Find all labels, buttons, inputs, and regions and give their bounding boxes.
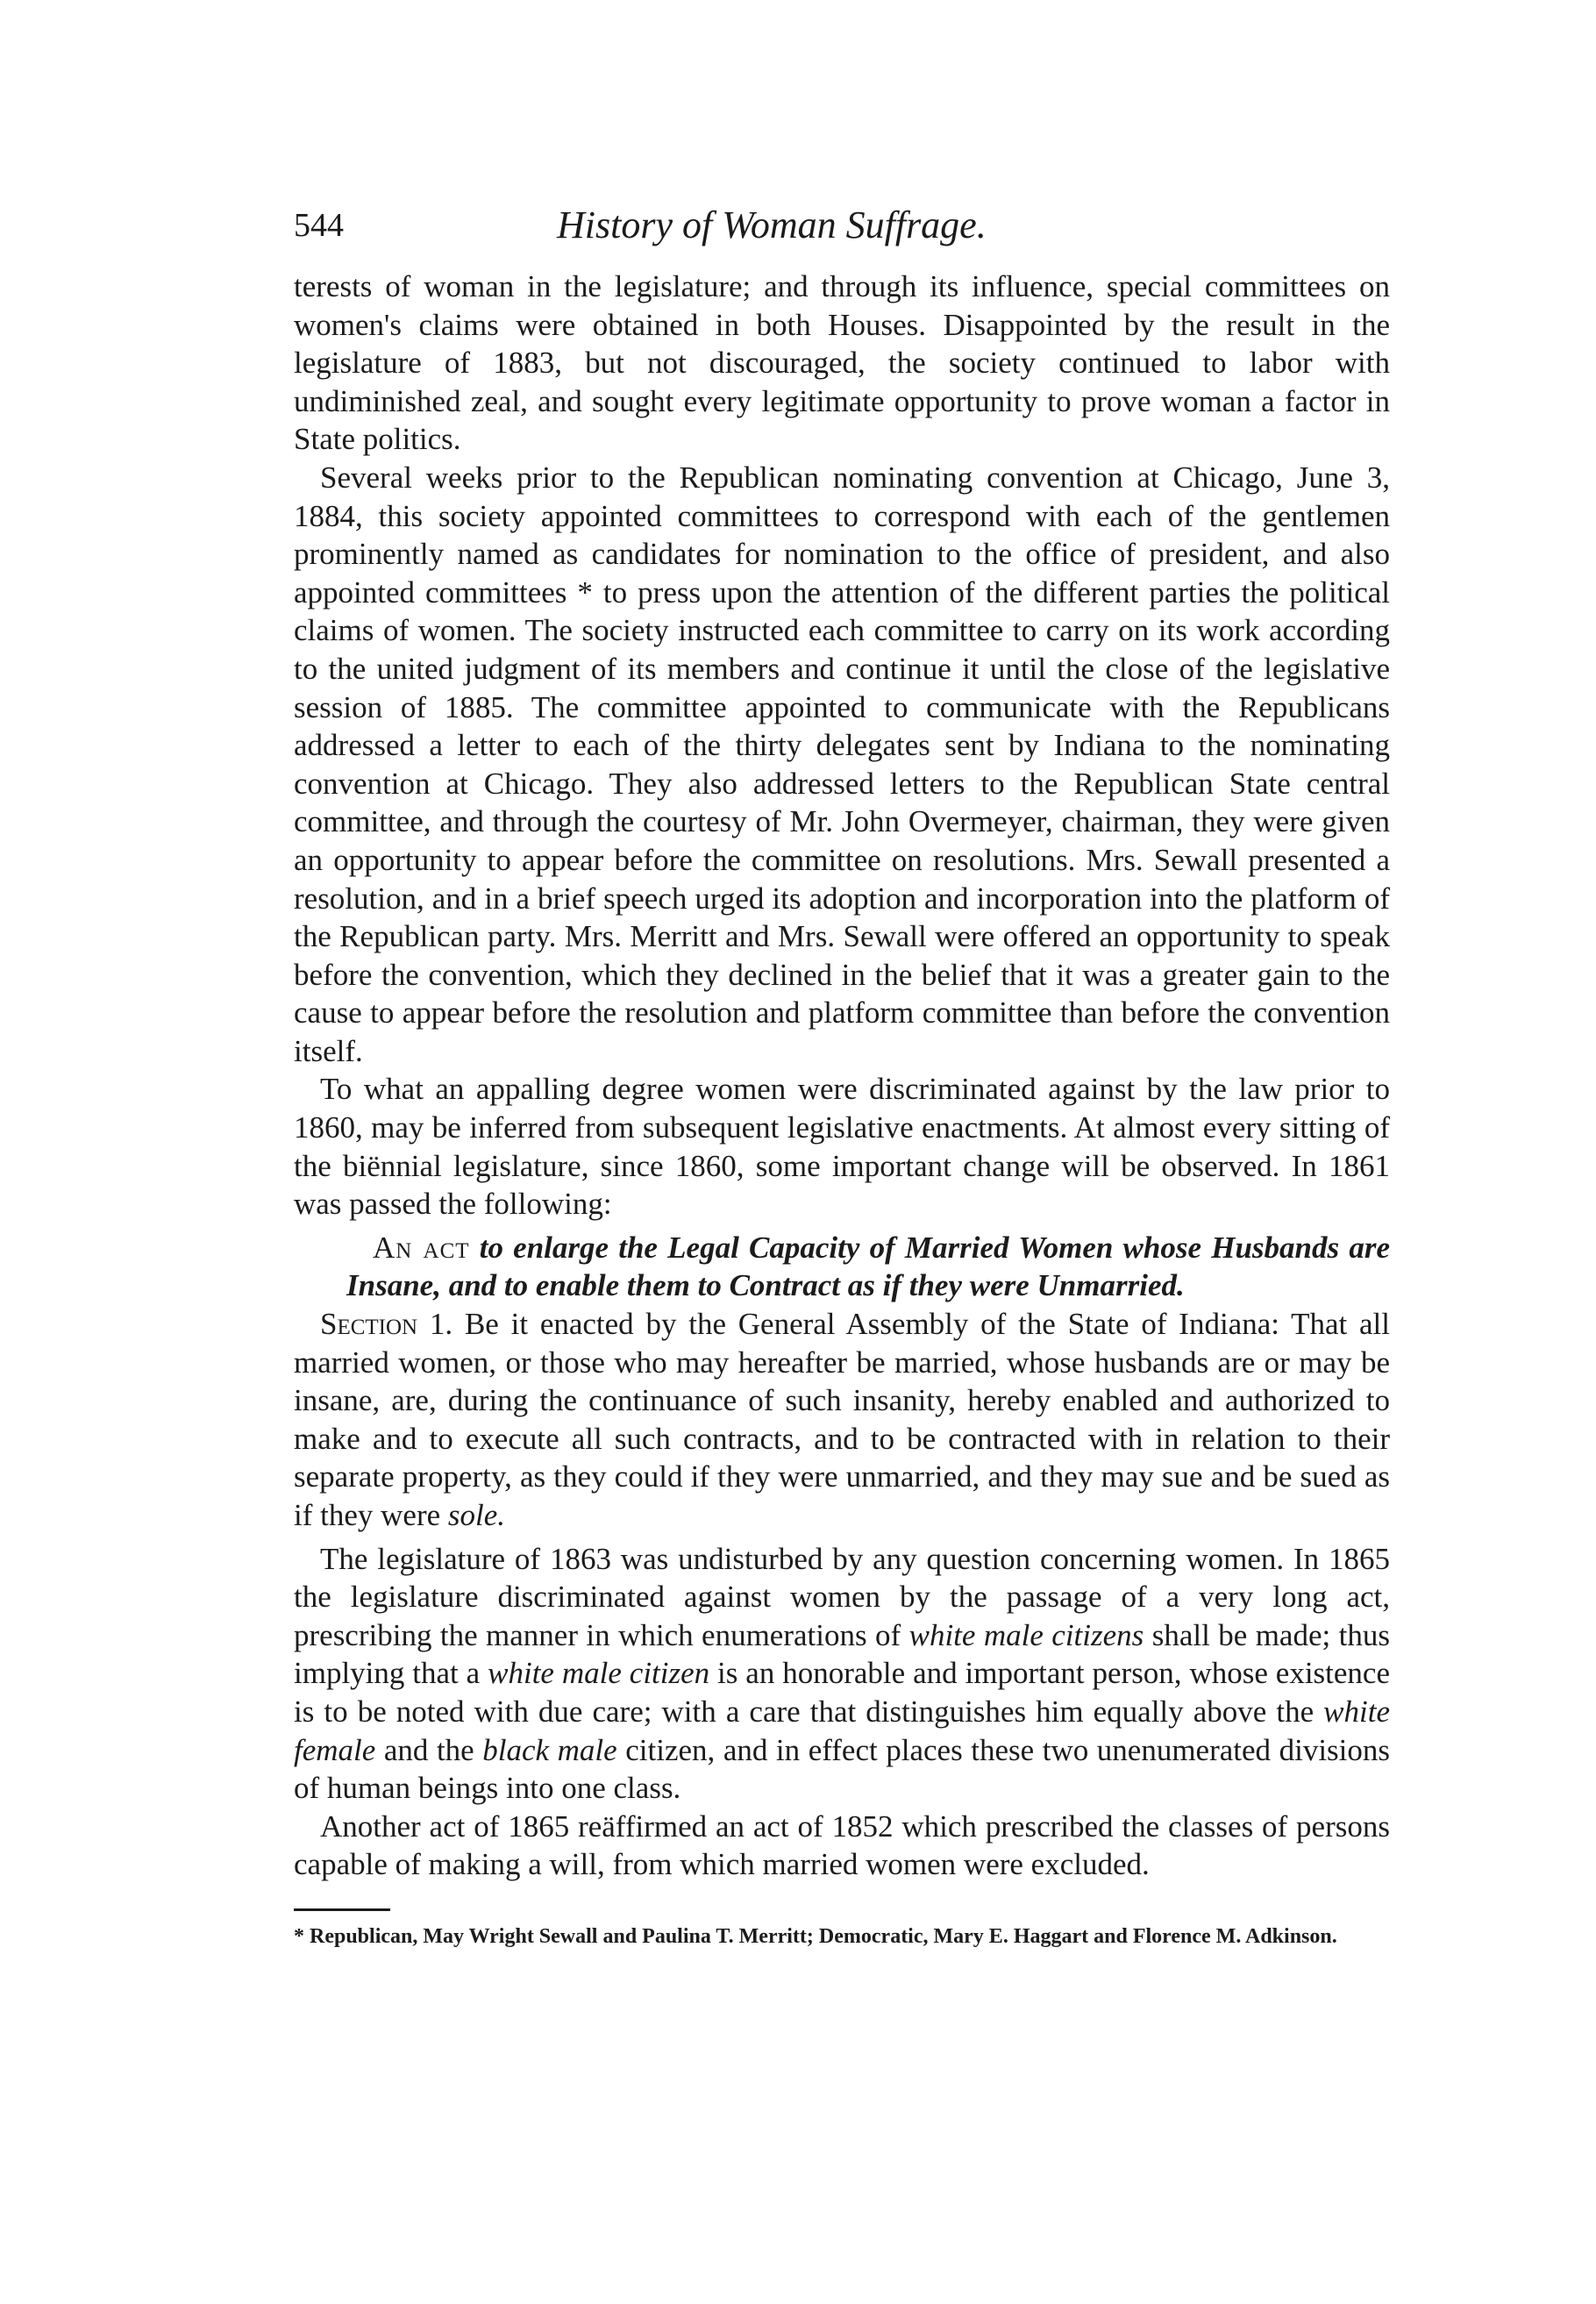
act-title-body: to enlarge the Legal Capacity of Married Women whose Husbands are Insane, and to enable them to Contract as if they were Unmarried. [346, 1230, 1390, 1303]
running-title: History of Woman Suffrage. [557, 203, 987, 246]
p1863-text-2: shall be made; thus implying that a [294, 1617, 1390, 1691]
paragraph-continued: terests of woman in the legislature; and through its influence, special committees on women's claims were obtained in both Houses. Disappointed by the result in the legislature of 1883, but not discouraged, the society continued to labor with undiminished zeal, and sought every legitimate opportunity to prove woman a factor in State politics. [294, 269, 1390, 457]
act-section-text: Be it enacted by the General Assembly of the State of Indiana: That all married women, or those who may hereafter be married, whose husbands are or may be insane, are, during the continuance of such insanity, hereby enabled and authorized to make and to execute all such contracts, and to be contracted with in relation to their separate property, as they could if they were unmarried, and they may sue and be sued as if they were [294, 1307, 1391, 1532]
paragraph-convention: Several weeks prior to the Republican nominating convention at Chicago, June 3, 1884, this society appointed committees to correspond with each of the gentlemen prominently named as candidates for nomination to the office of president, and also appointed committees * to press upon the attention of the different parties the political claims of women. The society instructed each committee to carry on its work according to the united judgment of its members and continue it until the close of the legislative session of 1885. The committee appointed to communicate with the Republicans addressed a letter to each of the thirty delegates sent by Indiana to the nominating convention at Chicago. They also addressed letters to the Republican State central committee, and through the courtesy of Mr. John Overmeyer, chairman, they were given an opportunity to appear before the committee on resolutions. Mrs. Sewall presented a resolution, and in a brief speech urged its adoption and incorporation into the platform of the Republican party. Mrs. Merritt and Mrs. Sewall were offered an opportunity to speak before the convention, which they declined in the belief that it was a greater gain to the cause to appear before the resolution and platform committee than before the convention itself. [294, 460, 1390, 1068]
p1863-italic-3: white female [294, 1694, 1390, 1767]
act-title [294, 1229, 1390, 1305]
p1863-text-5: citizen, and in effect places these two unenumerated divisions of human beings into one class. [294, 1732, 1391, 1806]
footnote: * Republican, May Wright Sewall and Paulina T. Merritt; Democratic, Mary E. Haggart and Florence M. Adkinson. [294, 1924, 1337, 1948]
book-page [294, 197, 1390, 1951]
p1863-text-1: The legislature of 1863 was undisturbed by any question concerning women. In 1865 the legislature discriminated against women by the passage of a very long act, prescribing the manner in which enumerations of [294, 1541, 1390, 1652]
footnote-divider [294, 1908, 390, 1911]
act-excerpt [294, 1229, 1390, 1535]
paragraph-discrimination: To what an appalling degree women were discriminated against by the law prior to 1860, may be inferred from subsequent legislative enactments. At almost every sitting of the biënnial legislature, since 1860, some important change will be observed. In 1861 was passed the following: [294, 1072, 1390, 1222]
page-header [294, 197, 1390, 267]
body-text [294, 267, 1390, 1884]
p1863-text-3: is an honorable and important person, whose existence is to be noted with due care; with a care that distinguishes him equally above the [294, 1656, 1390, 1729]
act-section-1 [294, 1305, 1390, 1535]
p1863-italic-4: black male [482, 1732, 617, 1767]
p1863-italic-1: white male citizens [908, 1617, 1144, 1652]
act-title-prefix: An act [373, 1230, 470, 1265]
p1863-italic-2: white male citizen [488, 1656, 710, 1691]
paragraph-1863 [294, 1540, 1390, 1808]
paragraph-will-act: Another act of 1865 reäffirmed an act of 1852 which prescribed the classes of persons capable of making a will, from which married women were excluded. [294, 1808, 1390, 1882]
act-section-end: sole. [447, 1498, 506, 1532]
act-section-label: Section 1. [320, 1307, 453, 1342]
page-number: 544 [294, 207, 344, 244]
p1863-text-4: and the [375, 1732, 483, 1767]
